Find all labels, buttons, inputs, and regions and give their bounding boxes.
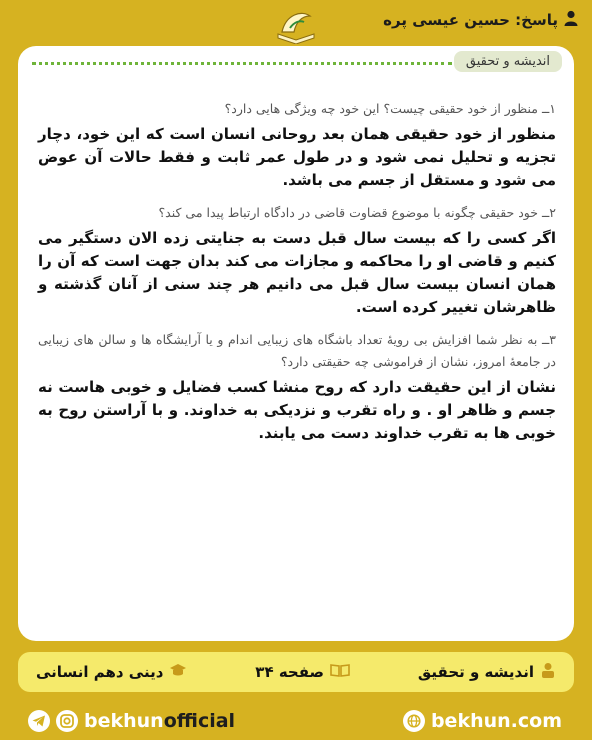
website-text: bekhun.com (430, 710, 562, 732)
answer-1: منظور از خود حقیقی همان بعد روحانی انسان است که این خود، دچار تجزیه و تحلیل نمی شود و در طول عمر ثابت و فقط حالات آن عوض می شود و مستقل از جسم می باشد. (38, 125, 556, 189)
qa-item (38, 202, 556, 319)
header (0, 0, 592, 40)
footer-page (255, 663, 350, 681)
student-icon (540, 662, 556, 682)
footer-book-label: دینی دهم انسانی (36, 663, 164, 681)
footer-lesson-label: اندیشه و تحقیق (417, 663, 534, 681)
handle-suffix: official (163, 710, 236, 732)
social-bar (0, 702, 592, 740)
social-handle[interactable] (28, 710, 235, 732)
section-tag: اندیشه و تحقیق (454, 51, 562, 72)
user-icon (564, 10, 578, 30)
question-2: ۲ــ خود حقیقی چگونه با موضوع قضاوت قاضی در دادگاه ارتباط پیدا می کند؟ (158, 205, 556, 220)
handle-prefix: bekhun (84, 710, 164, 732)
instagram-icon[interactable] (56, 710, 78, 732)
answer-3: نشان از این حقیقت دارد که روح منشا کسب فضایل و خوبی هاست نه جسم و ظاهر او . و راه تقرب و نزدیکی به خداوند. و با آراستن روح به خوبی ها به تقرب خداوند دست می یابند. (38, 378, 556, 442)
bekhun-logo (272, 4, 320, 44)
answer-2: اگر کسی را که بیست سال قبل دست به جنایتی زده الان دستگیر می کنیم و قاضی او را محاکمه و مجازات می کند بدان جهت است که آن را همان انسان بیست سال قبل می دانیم هر چند سنی از آنان گذشته و ظاهرشان تغییر کرده است. (38, 229, 556, 316)
footer-lesson (418, 662, 556, 682)
qa-item (38, 329, 556, 445)
footer-bar (18, 652, 574, 692)
question-1: ۱ــ منظور از خود حقیقی چیست؟ این خود چه ویژگی هایی دارد؟ (224, 101, 556, 116)
qa-content (38, 98, 556, 455)
graduation-cap-icon (169, 663, 187, 681)
content-card (18, 46, 574, 641)
qa-item (38, 98, 556, 192)
footer-page-label: صفحه ۳۴ (255, 663, 325, 681)
answer-label (383, 10, 578, 30)
dotted-divider (32, 62, 452, 65)
question-3: ۳ــ به نظر شما افزایش بی رویهٔ تعداد باشگاه های زیبایی اندام و یا آرایشگاه ها و سالن های زیبایی در جامعهٔ امروز، نشان از فراموشی چه حقیقتی دارد؟ (38, 332, 556, 369)
website-link[interactable] (403, 710, 562, 732)
footer-book (36, 663, 187, 681)
open-book-icon (330, 663, 350, 681)
answer-text: پاسخ: حسین عیسی پره (383, 11, 558, 29)
globe-icon (403, 710, 425, 732)
telegram-icon[interactable] (28, 710, 50, 732)
